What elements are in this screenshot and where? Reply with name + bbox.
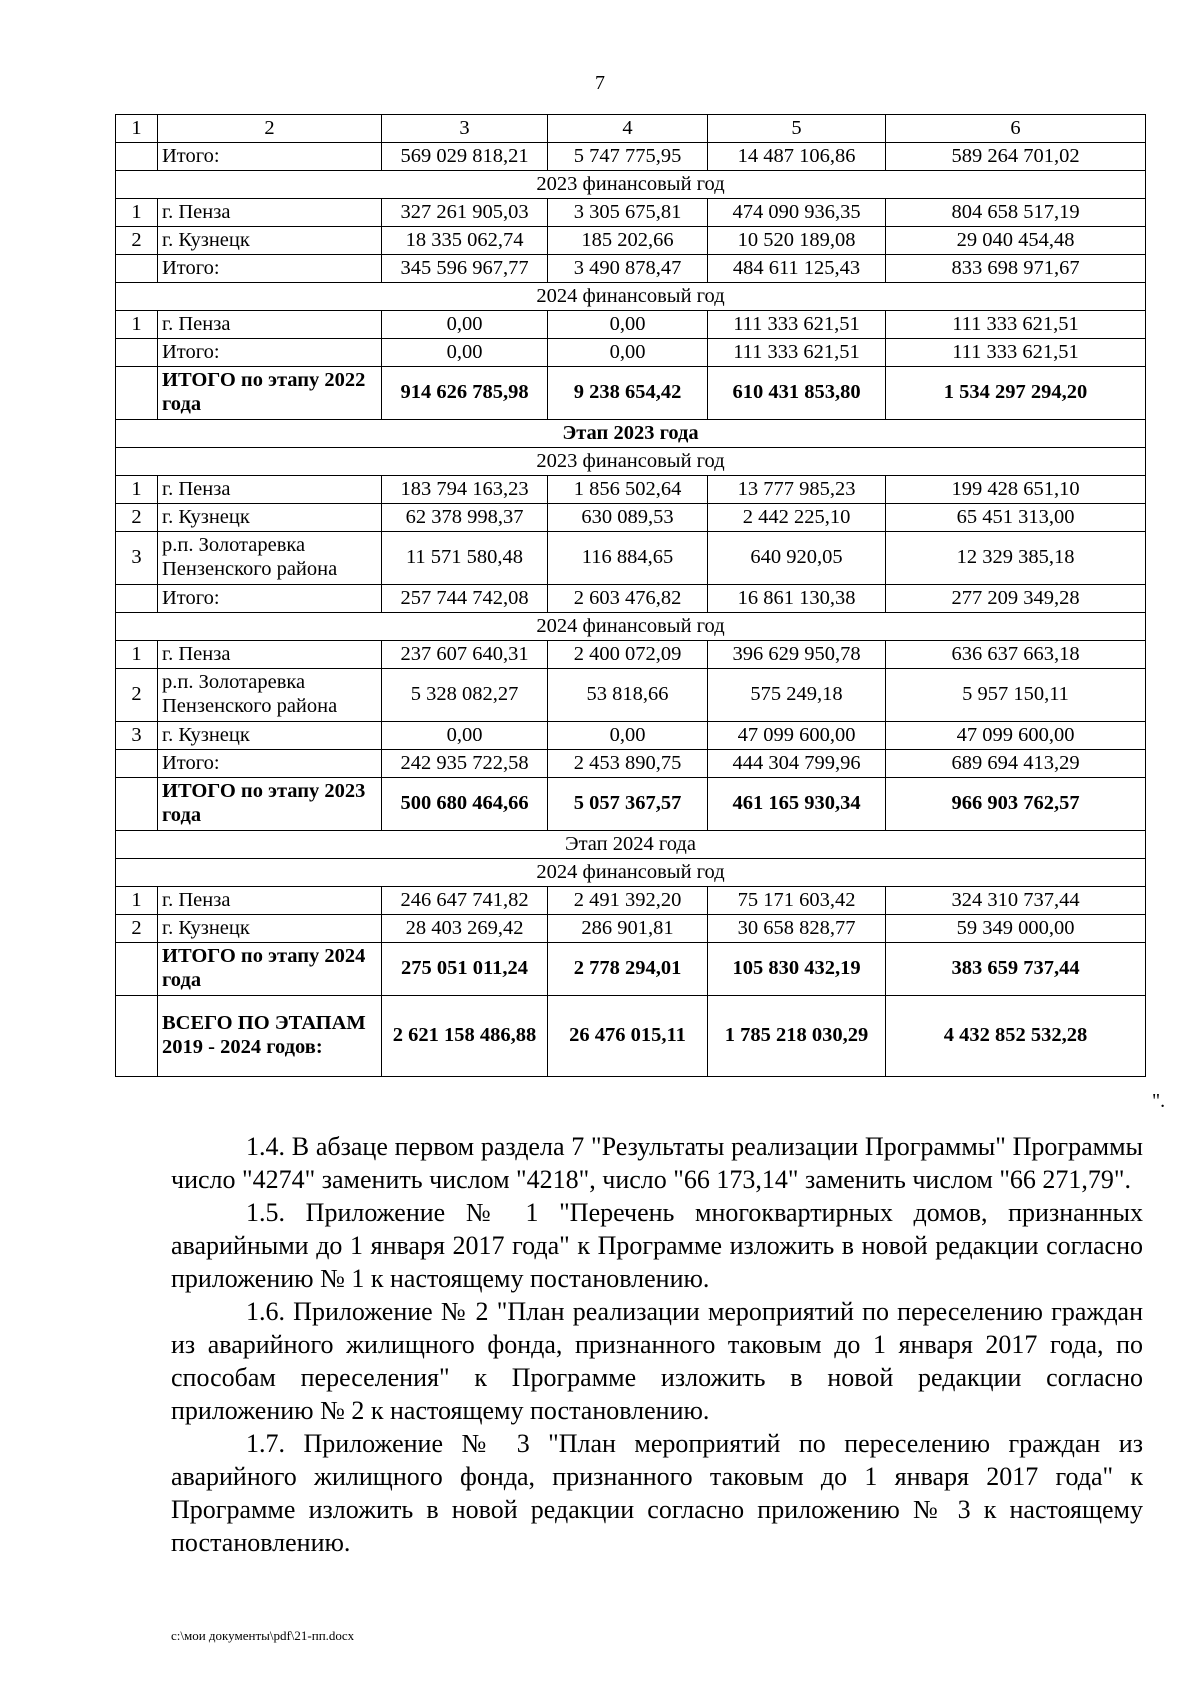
table-cell: 3: [382, 115, 548, 143]
table-cell: 286 901,81: [548, 915, 708, 943]
table-cell: г. Пенза: [158, 476, 382, 504]
table-cell: 1: [116, 476, 158, 504]
table-cell: 2: [116, 504, 158, 532]
table-cell: 1: [116, 199, 158, 227]
table-cell: 2 491 392,20: [548, 887, 708, 915]
table-cell: 2 442 225,10: [708, 504, 886, 532]
table-cell: 75 171 603,42: [708, 887, 886, 915]
table-cell: 804 658 517,19: [886, 199, 1146, 227]
table-cell: г. Пенза: [158, 311, 382, 339]
table-row: [116, 669, 1146, 722]
section-title-cell: 2024 финансовый год: [116, 283, 1146, 311]
table-cell: [116, 367, 158, 420]
table-row: [116, 476, 1146, 504]
table-cell: 237 607 640,31: [382, 641, 548, 669]
table-cell: 2 778 294,01: [548, 943, 708, 996]
table-cell: 383 659 737,44: [886, 943, 1146, 996]
table-cell: [116, 778, 158, 831]
table-cell: 4: [548, 115, 708, 143]
table-cell: Итого:: [158, 143, 382, 171]
table-cell: [116, 585, 158, 613]
paragraph-1-6: 1.6. Приложение № 2 "План реализации мероприятий по переселению граждан из аварийного жилищного фонда, признанного таковым до 1 января 2017 года, по способам переселения" к Программе изложить в новой редакции согласно приложению № 2 к настоящему постановлению.: [171, 1297, 1143, 1425]
table-cell: 2: [116, 915, 158, 943]
table-cell: [116, 996, 158, 1077]
table-cell: 47 099 600,00: [886, 722, 1146, 750]
table-row: [116, 532, 1146, 585]
table-cell: Итого:: [158, 339, 382, 367]
paragraph-1-4: 1.4. В абзаце первом раздела 7 "Результаты реализации Программы" Программы число "4274" заменить числом "4218", число "66 173,14" заменить числом "66 271,79".: [171, 1132, 1143, 1194]
table-cell: г. Кузнецк: [158, 915, 382, 943]
table-cell: 5 328 082,27: [382, 669, 548, 722]
table-row: [116, 750, 1146, 778]
table-cell: 3: [116, 532, 158, 585]
table-cell: 444 304 799,96: [708, 750, 886, 778]
table-cell: 2: [116, 669, 158, 722]
table-row: [116, 143, 1146, 171]
table-cell: 1 785 218 030,29: [708, 996, 886, 1077]
table-cell: 28 403 269,42: [382, 915, 548, 943]
paragraph-1-5: 1.5. Приложение № 1 "Перечень многоквартирных домов, признанных аварийными до 1 января 2017 года" к Программе изложить в новой редакции согласно приложению № 1 к настоящему постановлению.: [171, 1198, 1143, 1293]
table-cell: Итого:: [158, 255, 382, 283]
table-cell: 185 202,66: [548, 227, 708, 255]
table-cell: 0,00: [548, 339, 708, 367]
table-cell: 610 431 853,80: [708, 367, 886, 420]
table-cell: г. Пенза: [158, 199, 382, 227]
table-row: [116, 311, 1146, 339]
table-row: [116, 227, 1146, 255]
table-cell: 10 520 189,08: [708, 227, 886, 255]
table-cell: 1 534 297 294,20: [886, 367, 1146, 420]
section-title-cell: Этап 2024 года: [116, 831, 1146, 859]
table-cell: 0,00: [548, 722, 708, 750]
section-title-cell: 2023 финансовый год: [116, 448, 1146, 476]
table-cell: 484 611 125,43: [708, 255, 886, 283]
table-cell: 5 057 367,57: [548, 778, 708, 831]
table-row: [116, 943, 1146, 996]
table-cell: 65 451 313,00: [886, 504, 1146, 532]
closing-quote: ".: [1152, 1090, 1166, 1112]
table-cell: 0,00: [382, 722, 548, 750]
paragraph-1-7: 1.7. Приложение № 3 "План мероприятий по переселению граждан из аварийного жилищного фонда, признанного таковым до 1 января 2017 года" к Программе изложить в новой редакции согласно приложению № 3 к настоящему постановлению.: [171, 1429, 1143, 1557]
table-cell: 12 329 385,18: [886, 532, 1146, 585]
table-cell: 966 903 762,57: [886, 778, 1146, 831]
table-cell: 53 818,66: [548, 669, 708, 722]
table-row: [116, 585, 1146, 613]
table-row: [116, 996, 1146, 1077]
table-cell: 474 090 936,35: [708, 199, 886, 227]
table-section-row: [116, 831, 1146, 859]
table-cell: 630 089,53: [548, 504, 708, 532]
table-cell: 14 487 106,86: [708, 143, 886, 171]
table-row: [116, 115, 1146, 143]
table-cell: 589 264 701,02: [886, 143, 1146, 171]
table-cell: 9 238 654,42: [548, 367, 708, 420]
table-cell: 4 432 852 532,28: [886, 996, 1146, 1077]
table-cell: 2 603 476,82: [548, 585, 708, 613]
table-cell: 1: [116, 887, 158, 915]
table-cell: 636 637 663,18: [886, 641, 1146, 669]
table-cell: 3: [116, 722, 158, 750]
table-cell: 396 629 950,78: [708, 641, 886, 669]
table-cell: 111 333 621,51: [708, 311, 886, 339]
table-cell: [116, 143, 158, 171]
table-cell: г. Пенза: [158, 641, 382, 669]
table-cell: 30 658 828,77: [708, 915, 886, 943]
table-cell: г. Пенза: [158, 887, 382, 915]
table-cell: Итого:: [158, 750, 382, 778]
table-cell: 2 400 072,09: [548, 641, 708, 669]
section-title-cell: 2024 финансовый год: [116, 859, 1146, 887]
table-cell: [116, 943, 158, 996]
table-cell: 242 935 722,58: [382, 750, 548, 778]
table-cell: 1 856 502,64: [548, 476, 708, 504]
table-section-row: [116, 859, 1146, 887]
table-cell: [116, 255, 158, 283]
table-row: [116, 367, 1146, 420]
section-title-cell: 2024 финансовый год: [116, 613, 1146, 641]
table-cell: 2: [116, 227, 158, 255]
table-cell: 0,00: [382, 339, 548, 367]
table-cell: р.п. Золотаревка Пензенского района: [158, 669, 382, 722]
table-row: [116, 339, 1146, 367]
table-row: [116, 199, 1146, 227]
table-cell: г. Кузнецк: [158, 227, 382, 255]
table-row: [116, 255, 1146, 283]
table-cell: 3 490 878,47: [548, 255, 708, 283]
table-cell: 2 621 158 486,88: [382, 996, 548, 1077]
table-cell: 16 861 130,38: [708, 585, 886, 613]
table-cell: 5 957 150,11: [886, 669, 1146, 722]
table-cell: 246 647 741,82: [382, 887, 548, 915]
table-cell: 2: [158, 115, 382, 143]
table-cell: Итого:: [158, 585, 382, 613]
table-cell: 914 626 785,98: [382, 367, 548, 420]
table-cell: ВСЕГО ПО ЭТАПАМ 2019 - 2024 годов:: [158, 996, 382, 1077]
table-cell: 833 698 971,67: [886, 255, 1146, 283]
financing-table: [115, 114, 1146, 1077]
table-section-row: [116, 613, 1146, 641]
table-row: [116, 641, 1146, 669]
table-cell: 13 777 985,23: [708, 476, 886, 504]
table-cell: ИТОГО по этапу 2022 года: [158, 367, 382, 420]
table-cell: 575 249,18: [708, 669, 886, 722]
table-cell: 111 333 621,51: [886, 311, 1146, 339]
table-cell: 689 694 413,29: [886, 750, 1146, 778]
table-cell: 47 099 600,00: [708, 722, 886, 750]
table-section-row: [116, 448, 1146, 476]
table-row: [116, 778, 1146, 831]
table-cell: 18 335 062,74: [382, 227, 548, 255]
table-cell: 183 794 163,23: [382, 476, 548, 504]
table-cell: 105 830 432,19: [708, 943, 886, 996]
table-cell: 3 305 675,81: [548, 199, 708, 227]
table-section-row: [116, 420, 1146, 448]
table-cell: 6: [886, 115, 1146, 143]
table-cell: 640 920,05: [708, 532, 886, 585]
section-title-cell: Этап 2023 года: [116, 420, 1146, 448]
table-cell: 116 884,65: [548, 532, 708, 585]
table-section-row: [116, 171, 1146, 199]
table-cell: 461 165 930,34: [708, 778, 886, 831]
table-cell: 569 029 818,21: [382, 143, 548, 171]
table-cell: 29 040 454,48: [886, 227, 1146, 255]
table-cell: р.п. Золотаревка Пензенского района: [158, 532, 382, 585]
financing-table-body: [116, 115, 1146, 1077]
table-cell: 5 747 775,95: [548, 143, 708, 171]
table-cell: 500 680 464,66: [382, 778, 548, 831]
table-cell: ИТОГО по этапу 2024 года: [158, 943, 382, 996]
table-cell: 1: [116, 311, 158, 339]
table-cell: 327 261 905,03: [382, 199, 548, 227]
table-cell: [116, 339, 158, 367]
section-title-cell: 2023 финансовый год: [116, 171, 1146, 199]
table-cell: 0,00: [548, 311, 708, 339]
table-cell: 345 596 967,77: [382, 255, 548, 283]
table-cell: 5: [708, 115, 886, 143]
table-cell: 324 310 737,44: [886, 887, 1146, 915]
table-cell: 62 378 998,37: [382, 504, 548, 532]
table-cell: г. Кузнецк: [158, 722, 382, 750]
table-cell: 0,00: [382, 311, 548, 339]
table-cell: 257 744 742,08: [382, 585, 548, 613]
table-cell: г. Кузнецк: [158, 504, 382, 532]
amendment-text: [171, 1130, 1143, 1559]
table-row: [116, 504, 1146, 532]
table-cell: 11 571 580,48: [382, 532, 548, 585]
footer-file-path: c:\мои документы\pdf\21-пп.docx: [171, 1628, 355, 1643]
table-row: [116, 722, 1146, 750]
table-cell: [116, 750, 158, 778]
table-section-row: [116, 283, 1146, 311]
table-cell: 1: [116, 115, 158, 143]
table-row: [116, 887, 1146, 915]
table-cell: 277 209 349,28: [886, 585, 1146, 613]
table-cell: 275 051 011,24: [382, 943, 548, 996]
table-cell: ИТОГО по этапу 2023 года: [158, 778, 382, 831]
table-row: [116, 915, 1146, 943]
table-cell: 199 428 651,10: [886, 476, 1146, 504]
table-cell: 2 453 890,75: [548, 750, 708, 778]
table-cell: 26 476 015,11: [548, 996, 708, 1077]
table-cell: 111 333 621,51: [708, 339, 886, 367]
table-cell: 59 349 000,00: [886, 915, 1146, 943]
page-number: 7: [595, 72, 605, 94]
table-cell: 111 333 621,51: [886, 339, 1146, 367]
table-cell: 1: [116, 641, 158, 669]
